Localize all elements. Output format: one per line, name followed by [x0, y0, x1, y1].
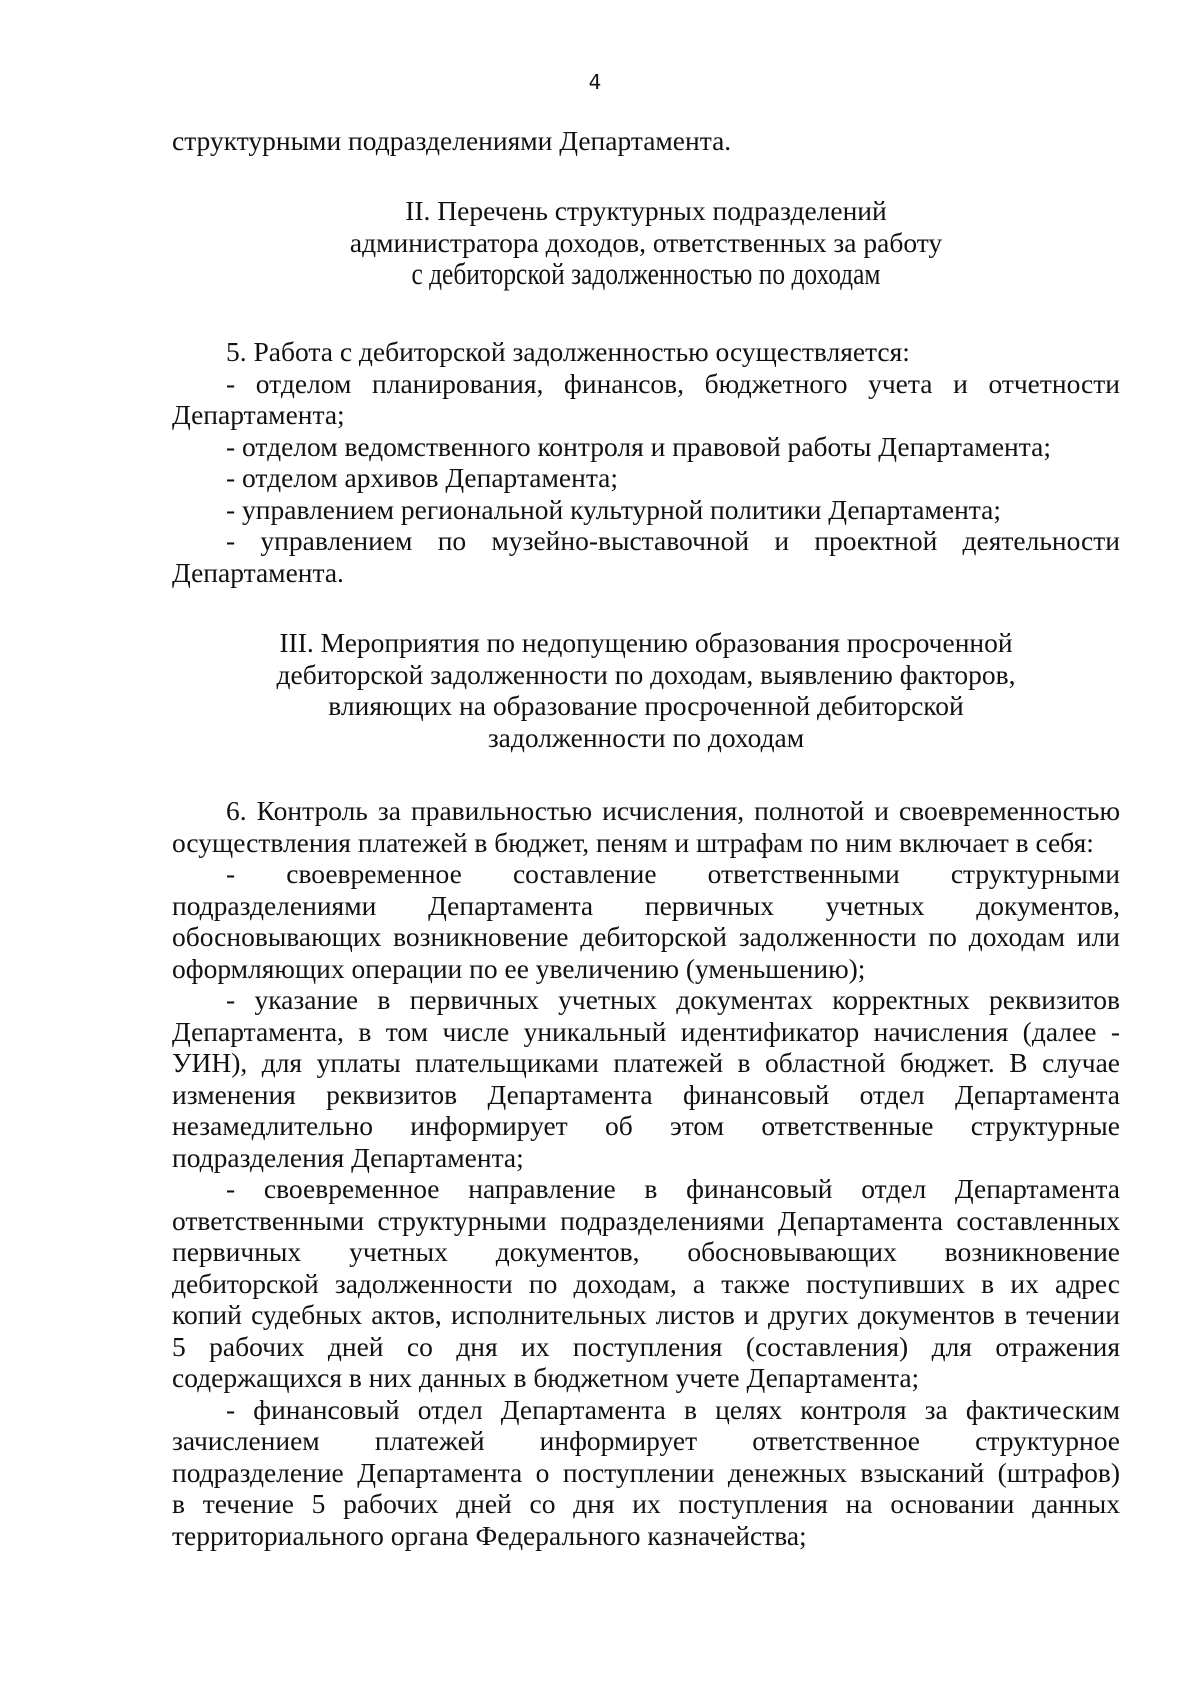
- section-2-title-line-2: администратора доходов, ответственных за работу: [349, 226, 943, 258]
- section-2-heading: [172, 195, 1120, 291]
- section-3-heading: [172, 627, 1120, 753]
- bullet-1-line: обосновывающих возникновение дебиторской задолженности по доходам или: [172, 921, 1120, 952]
- section-3-title-line-2: дебиторской задолженности по доходам, выявлению факторов,: [276, 658, 1016, 690]
- paragraph-6-line: осуществления платежей в бюджет, пеням и штрафам по ним включает в себя:: [172, 826, 1094, 858]
- bullet-1-line: подразделениями Департамента первичных учетных документов,: [172, 889, 1120, 921]
- bullet-4-line: - финансовый отдел Департамента в целях контроля за фактическим: [226, 1393, 1120, 1425]
- paragraph-5: [172, 336, 1120, 588]
- paragraph-5-lead: 5. Работа с дебиторской задолженностью осуществляется:: [226, 336, 910, 367]
- bullet-3-line: первичных учетных документов, обосновывающих возникновение: [172, 1236, 1120, 1267]
- paragraph-6: [172, 795, 1120, 1551]
- bullet-3-line: 5 рабочих дней со дня их поступления (составления) для отражения: [172, 1330, 1120, 1362]
- list-item-planning-dept-cont: Департамента;: [172, 399, 345, 430]
- bullet-2-line: Департамента, в том числе уникальный идентификатор начисления (далее -: [172, 1015, 1120, 1047]
- bullet-1-line: - своевременное составление ответственными структурными: [226, 858, 1120, 889]
- list-item-culture-policy: - управлением региональной культурной политики Департамента;: [226, 493, 1001, 525]
- bullet-2-line: незамедлительно информирует об этом ответственные структурные: [172, 1110, 1120, 1141]
- bullet-4-line: территориального органа Федерального казначейства;: [172, 1519, 807, 1551]
- bullet-2-line: УИН), для уплаты плательщиками платежей в областной бюджет. В случае: [172, 1047, 1120, 1078]
- bullet-2-line: изменения реквизитов Департамента финансовый отдел Департамента: [172, 1078, 1120, 1110]
- bullet-4-line: в течение 5 рабочих дней со дня их поступления на основании данных: [172, 1488, 1120, 1519]
- bullet-3-line: - своевременное направление в финансовый отдел Департамента: [226, 1173, 1120, 1204]
- section-2-title-line-3: с дебиторской задолженностью по доходам: [411, 256, 881, 291]
- bullet-4-line: зачислением платежей информирует ответственное структурное: [172, 1425, 1120, 1456]
- section-3-title-line-3: влияющих на образование просроченной дебиторской: [328, 690, 964, 721]
- section-3-title-line-4: задолженности по доходам: [487, 721, 805, 753]
- list-item-planning-dept: - отделом планирования, финансов, бюджетного учета и отчетности: [226, 367, 1120, 399]
- bullet-2-line: - указание в первичных учетных документах корректных реквизитов: [226, 984, 1120, 1015]
- list-item-archives-dept: - отделом архивов Департамента;: [226, 462, 619, 493]
- list-item-control-dept: - отделом ведомственного контроля и правовой работы Департамента;: [226, 430, 1051, 462]
- list-item-museum-dept: - управлением по музейно-выставочной и проектной деятельности: [226, 525, 1120, 556]
- bullet-1-line: оформляющих операции по ее увеличению (уменьшению);: [172, 952, 866, 984]
- bullet-2-line: подразделения Департамента;: [172, 1141, 524, 1173]
- bullet-4-line: подразделение Департамента о поступлении денежных взысканий (штрафов): [172, 1456, 1120, 1488]
- bullet-3-line: дебиторской задолженности по доходам, а также поступивших в их адрес: [172, 1267, 1120, 1299]
- bullet-3-line: ответственными структурными подразделениями Департамента составленных: [172, 1204, 1120, 1236]
- list-item-museum-dept-cont: Департамента.: [172, 556, 344, 588]
- bullet-3-line: копий судебных актов, исполнительных листов и других документов в течении: [172, 1299, 1120, 1330]
- bullet-3-line: содержащихся в них данных в бюджетном учете Департамента;: [172, 1362, 920, 1393]
- intro-line: структурными подразделениями Департамента.: [172, 125, 732, 156]
- page-number: 4: [588, 70, 602, 94]
- paragraph-6-line: 6. Контроль за правильностью исчисления, полнотой и своевременностью: [226, 795, 1120, 826]
- section-3-title-line-1: III. Мероприятия по недопущению образования просроченной: [279, 627, 1013, 658]
- section-2-title-line-1: II. Перечень структурных подразделений: [405, 195, 887, 226]
- intro-paragraph: [172, 125, 1120, 157]
